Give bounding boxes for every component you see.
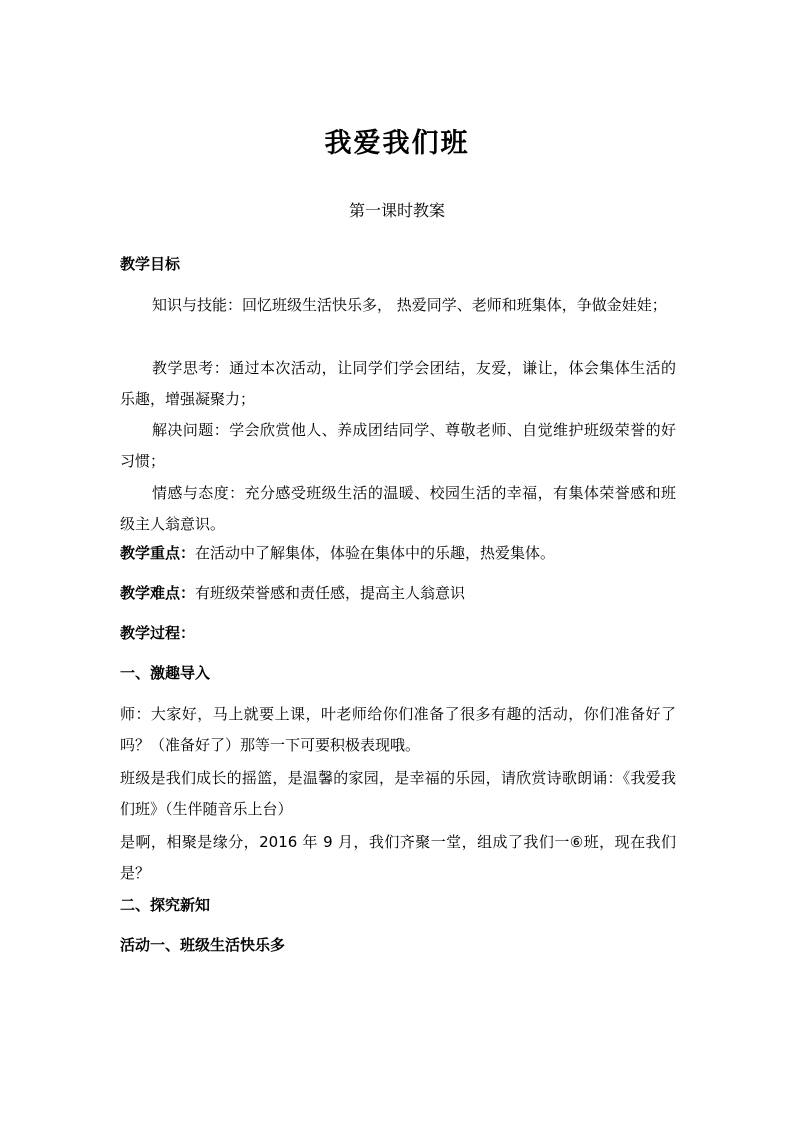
difficulty-label: 教学难点： bbox=[120, 584, 196, 602]
difficulty-text: 有班级荣誉感和责任感，提高主人翁意识 bbox=[195, 584, 466, 602]
objective-thinking: 教学思考：通过本次活动，让同学们学会团结，友爱，谦让，体会集体生活的乐趣，增强凝聚力； bbox=[120, 359, 676, 408]
objective-attitude: 情感与态度：充分感受班级生活的温暖、校园生活的幸福，有集体荣誉感和班级主人翁意识。 bbox=[120, 484, 676, 533]
difficulty bbox=[120, 578, 676, 609]
key-point bbox=[120, 538, 676, 569]
document-subtitle: 第一课时教案 bbox=[348, 201, 445, 220]
objective-knowledge: 知识与技能：回忆班级生活快乐多， 热爱同学、老师和班集体，争做金娃娃； bbox=[152, 296, 667, 314]
paragraph-class-poem: 班级是我们成长的摇篮，是温馨的家园，是幸福的乐园，请欣赏诗歌朗诵：《我爱我们班》（生伴随音乐上台） bbox=[120, 769, 676, 818]
objective-problem-solving: 解决问题：学会欣赏他人、养成团结同学、尊敬老师、自觉维护班级荣誉的好习惯； bbox=[120, 421, 676, 470]
section1-heading: 一、激趣导入 bbox=[120, 664, 211, 682]
paragraph-reunion: 是啊，相聚是缘分，2016 年 9 月，我们齐聚一堂，组成了我们一⑥班，现在我们是？ bbox=[120, 833, 676, 882]
activity1-heading: 活动一、班级生活快乐多 bbox=[120, 936, 286, 954]
key-point-label: 教学重点： bbox=[120, 544, 196, 562]
document-title: 我爱我们班 bbox=[324, 128, 470, 159]
process-heading: 教学过程： bbox=[120, 624, 196, 642]
section2-heading: 二、探究新知 bbox=[120, 896, 211, 914]
paragraph-teacher-intro: 师：大家好，马上就要上课，叶老师给你们准备了很多有趣的活动，你们准备好了吗？（准备好了）那等一下可要积极表现哦。 bbox=[120, 705, 676, 754]
key-point-text: 在活动中了解集体，体验在集体中的乐趣，热爱集体。 bbox=[195, 544, 556, 562]
objectives-heading: 教学目标 bbox=[120, 255, 181, 273]
